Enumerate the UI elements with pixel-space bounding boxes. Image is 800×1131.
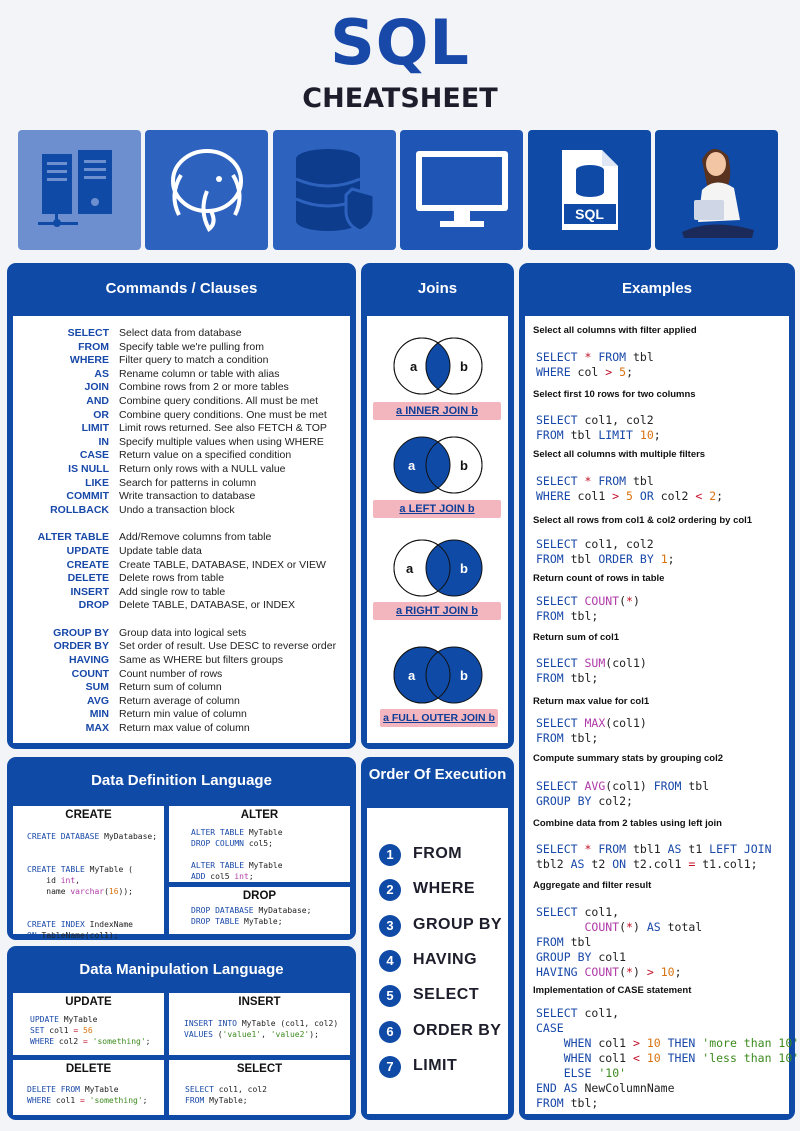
ddl-alter-cell (169, 806, 350, 882)
command-keyword: JOIN (84, 381, 109, 394)
join-b-label: b (460, 458, 468, 473)
commands-body (13, 316, 350, 743)
woman-with-laptop-icon (655, 130, 778, 250)
example-heading: Aggregate and filter result (533, 880, 652, 891)
command-keyword: CASE (79, 449, 109, 462)
command-keyword: CREATE (66, 558, 109, 571)
example-heading: Select first 10 rows for two columns (533, 389, 696, 400)
example-code: SELECT col1, COUNT(*) AS total FROM tbl GROUP BY col1 HAVING COUNT(*) > 10; (536, 905, 703, 979)
example-code: SELECT col1, CASE WHEN col1 > 10 THEN 'more than 10' WHEN col1 < 10 THEN 'less than 10' ELSE '10' END AS NewColumnName FROM tbl; (536, 1006, 800, 1110)
example-heading: Implementation of CASE statement (533, 985, 692, 996)
step-number: 3 (379, 915, 401, 937)
command-description: Return max value of column (119, 722, 250, 735)
step-label: WHERE (413, 880, 476, 898)
command-row (13, 640, 350, 654)
command-row (13, 559, 350, 573)
step-label: HAVING (413, 950, 478, 968)
command-description: Undo a transaction block (119, 503, 235, 516)
command-keyword: IS NULL (68, 462, 109, 475)
command-description: Combine rows from 2 or more tables (119, 381, 289, 394)
dml-delete-heading: DELETE (65, 1063, 112, 1075)
command-keyword: LIMIT (81, 422, 109, 435)
command-description: Write transaction to database (119, 490, 256, 503)
step-number: 4 (379, 950, 401, 972)
page-title: SQL (330, 6, 470, 79)
left-join-label: a LEFT JOIN b (373, 500, 501, 518)
command-row (13, 381, 350, 395)
dml-delete-code: DELETE FROM MyTable WHERE col1 = 'something'; (27, 1085, 148, 1105)
command-row (13, 654, 350, 668)
command-keyword: INSERT (70, 585, 109, 598)
command-row (13, 708, 350, 722)
join-b-label: b (460, 359, 468, 374)
command-description: Return sum of column (119, 681, 222, 694)
joins-title: Joins (417, 280, 458, 297)
server-icon (18, 130, 141, 250)
command-keyword: COUNT (71, 667, 109, 680)
command-description: Specify multiple values when using WHERE (119, 435, 324, 448)
command-keyword: ROLLBACK (50, 503, 109, 516)
sql-file-icon (528, 130, 651, 250)
dml-insert-code: INSERT INTO MyTable (col1, col2) VALUES ('value1', 'value2'); (184, 1019, 339, 1039)
left-join-venn-icon (390, 434, 486, 496)
join-b-label: b (460, 668, 468, 683)
step-label: SELECT (413, 986, 480, 1004)
inner-join-venn-icon (390, 335, 486, 397)
example-heading: Compute summary stats by grouping col2 (533, 753, 724, 764)
example-code: SELECT col1, col2 FROM tbl ORDER BY 1; (536, 537, 675, 566)
command-description: Return average of column (119, 694, 240, 707)
command-row (13, 368, 350, 382)
command-row (13, 668, 350, 682)
command-row (13, 695, 350, 709)
step-number: 2 (379, 879, 401, 901)
step-label: ORDER BY (413, 1021, 502, 1039)
dml-title: Data Manipulation Language (79, 961, 284, 978)
command-row (13, 572, 350, 586)
command-row (13, 354, 350, 368)
ddl-create-cell (13, 806, 164, 940)
command-row (13, 599, 350, 613)
dml-update-code: UPDATE MyTable SET col1 = 56 WHERE col2 = 'something'; (30, 1015, 151, 1046)
ddl-title: Data Definition Language (91, 772, 272, 789)
join-a-label: a (410, 359, 418, 374)
command-description: Count number of rows (119, 667, 223, 680)
command-description: Delete rows from table (119, 572, 225, 585)
example-heading: Select all columns with multiple filters (533, 449, 706, 460)
command-keyword: GROUP BY (53, 626, 109, 639)
commands-title: Commands / Clauses (105, 280, 258, 297)
command-description: Update table data (119, 544, 202, 557)
monitor-icon (400, 130, 523, 250)
example-heading: Return max value for col1 (533, 696, 650, 707)
command-description: Rename column or table with alias (119, 367, 280, 380)
ddl-drop-code: DROP DATABASE MyDatabase; DROP TABLE MyTable; (191, 906, 312, 926)
command-row (13, 341, 350, 355)
commands-list (13, 316, 350, 736)
examples-title: Examples (621, 280, 693, 297)
example-heading: Select all columns with filter applied (533, 325, 697, 336)
step-label: LIMIT (413, 1056, 458, 1074)
ddl-alter-code: ALTER TABLE MyTable DROP COLUMN col5; ALTER TABLE MyTable ADD col5 int; (191, 828, 283, 881)
command-description: Return value on a specified condition (119, 449, 292, 462)
command-description: Select data from database (119, 327, 242, 339)
example-heading: Combine data from 2 tables using left join (533, 818, 722, 829)
command-keyword: ORDER BY (53, 640, 109, 653)
page-subtitle: CHEATSHEET (302, 83, 498, 114)
command-keyword: SELECT (67, 327, 109, 339)
example-code: SELECT SUM(col1) FROM tbl; (536, 656, 647, 685)
sql-file-label: SQL (575, 206, 604, 222)
command-keyword: FROM (78, 340, 109, 353)
step-label: GROUP BY (413, 915, 503, 933)
command-keyword: OR (93, 408, 109, 421)
command-description: Create TABLE, DATABASE, INDEX or VIEW (119, 558, 326, 571)
command-description: Filter query to match a condition (119, 354, 269, 367)
command-row (13, 490, 350, 504)
dml-delete-cell (13, 1060, 164, 1115)
step-label: FROM (413, 845, 463, 862)
join-a-label: a (406, 561, 414, 576)
ddl-alter-heading: ALTER (240, 809, 279, 821)
ddl-create-code: CREATE DATABASE MyDatabase; CREATE TABLE MyTable ( id int, name varchar(16)); CREATE INDEX IndexName ON TableName(col1); (27, 832, 158, 940)
command-description: Search for patterns in column (119, 476, 257, 489)
command-description: Same as WHERE but filters groups (119, 654, 283, 667)
command-row (13, 449, 350, 463)
full-outer-join-label: a FULL OUTER JOIN b (380, 709, 498, 727)
command-description: Delete TABLE, DATABASE, or INDEX (119, 599, 296, 612)
example-code: SELECT * FROM tbl WHERE col1 > 5 OR col2 < 2; (536, 474, 724, 503)
command-keyword: HAVING (68, 654, 109, 667)
database-shield-icon (273, 130, 396, 250)
command-description: Combine query conditions. One must be met (119, 408, 327, 421)
command-keyword: AVG (87, 694, 109, 707)
dml-insert-cell (169, 993, 350, 1055)
command-row (13, 531, 350, 545)
command-description: Add single row to table (119, 585, 226, 598)
command-row (13, 409, 350, 423)
order-title: Order Of Execution (368, 766, 507, 783)
command-description: Group data into logical sets (119, 626, 247, 639)
dml-insert-heading: INSERT (238, 996, 281, 1008)
command-row (13, 504, 350, 518)
command-description: Return only rows with a NULL value (119, 462, 286, 475)
full-outer-join-venn-icon (390, 644, 486, 706)
right-join-label: a RIGHT JOIN b (373, 602, 501, 620)
command-description: Specify table we're pulling from (119, 340, 264, 353)
command-row (13, 395, 350, 409)
inner-join-label: a INNER JOIN b (373, 402, 501, 420)
join-b-label: b (460, 561, 468, 576)
example-code: SELECT COUNT(*) FROM tbl; (536, 594, 640, 623)
example-heading: Select all rows from col1 & col2 ordering by col1 (533, 515, 753, 526)
command-description: Combine query conditions. All must be met (119, 394, 319, 407)
step-number: 7 (379, 1056, 401, 1078)
step-number: 6 (379, 1021, 401, 1043)
right-join-venn-icon (390, 537, 486, 599)
dml-update-cell (13, 993, 164, 1055)
command-keyword: WHERE (69, 354, 109, 367)
command-keyword: ALTER TABLE (37, 531, 109, 544)
dml-select-cell (169, 1060, 350, 1115)
command-keyword: DROP (78, 599, 109, 612)
command-row (13, 436, 350, 450)
command-keyword: IN (98, 435, 109, 448)
example-code: SELECT MAX(col1) FROM tbl; (536, 716, 647, 745)
command-row (13, 463, 350, 477)
ddl-drop-cell (169, 887, 350, 934)
command-description: Limit rows returned. See also FETCH & TOP (119, 422, 327, 435)
command-row (13, 627, 350, 641)
command-keyword: UPDATE (66, 544, 109, 557)
dml-select-heading: SELECT (236, 1063, 283, 1075)
command-row (13, 545, 350, 559)
command-description: Add/Remove columns from table (119, 531, 272, 544)
command-row (13, 422, 350, 436)
ddl-create-heading: CREATE (65, 809, 112, 821)
command-keyword: COMMIT (66, 490, 109, 503)
command-description: Set order of result. Use DESC to reverse order (119, 640, 337, 653)
command-keyword: AS (94, 367, 109, 380)
example-code: SELECT col1, col2 FROM tbl LIMIT 10; (536, 413, 661, 442)
postgres-elephant-icon (145, 130, 268, 250)
command-keyword: DELETE (67, 572, 109, 585)
join-a-label: a (408, 458, 416, 473)
command-row (13, 681, 350, 695)
step-number: 1 (379, 844, 401, 866)
command-keyword: LIKE (85, 476, 109, 489)
join-a-label: a (408, 668, 416, 683)
command-keyword: MIN (89, 708, 109, 721)
step-number: 5 (379, 985, 401, 1007)
dml-select-code: SELECT col1, col2 FROM MyTable; (185, 1085, 267, 1105)
ddl-drop-heading: DROP (242, 890, 277, 902)
example-heading: Return count of rows in table (533, 573, 665, 584)
command-row (13, 477, 350, 491)
dml-update-heading: UPDATE (65, 996, 112, 1008)
example-code: SELECT * FROM tbl WHERE col > 5; (536, 350, 654, 379)
command-keyword: SUM (85, 681, 109, 694)
example-code: SELECT * FROM tbl1 AS t1 LEFT JOIN tbl2 AS t2 ON t2.col1 = t1.col1; (536, 842, 772, 871)
command-description: Return min value of column (119, 708, 247, 721)
example-heading: Return sum of col1 (533, 632, 620, 643)
command-keyword: AND (86, 394, 109, 407)
example-code: SELECT AVG(col1) FROM tbl GROUP BY col2; (536, 779, 710, 808)
command-row (13, 722, 350, 736)
command-row (13, 586, 350, 600)
command-row (13, 327, 350, 341)
command-keyword: MAX (85, 722, 109, 735)
